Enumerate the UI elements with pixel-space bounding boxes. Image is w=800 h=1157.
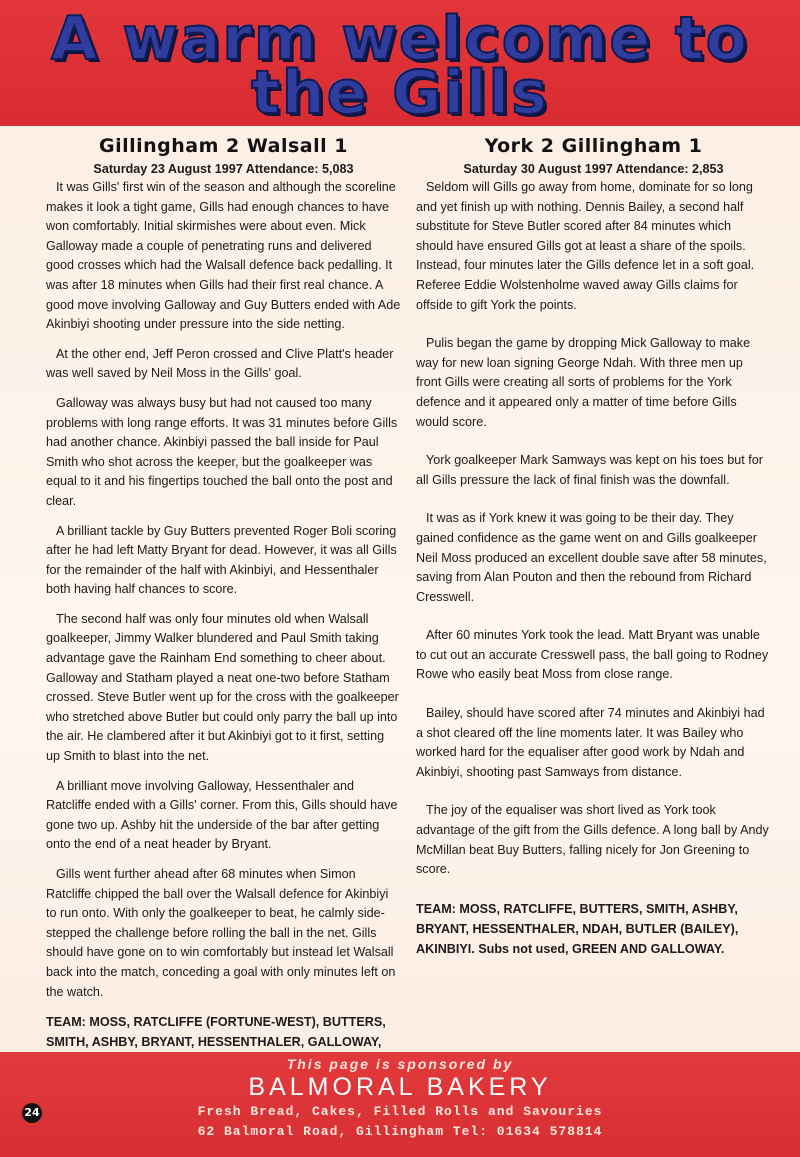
sponsor-address: 62 Balmoral Road, Gillingham Tel: 01634 578814 — [197, 1124, 603, 1139]
sponsor-description: Fresh Bread, Cakes, Filled Rolls and Savouries — [197, 1104, 603, 1119]
sponsor-name: BALMORAL BAKERY — [248, 1073, 552, 1101]
report-paragraph: The second half was only four minutes old when Walsall goalkeeper, Jimmy Walker blundered and Paul Smith taking advantage gave the Rainham End something to cheer about. Galloway and Statham played a neat one-two before Statham crossed. Steve Butler went up for the cross with the goalkeeper who stretched above Butler but could only parry the ball up into the air. He clambered after it but Akinbiyi got to it first, setting up Smith to blast into the net. — [46, 611, 399, 764]
match-title: York 2 Gillingham 1 — [484, 135, 703, 157]
report-paragraph: It was as if York knew it was going to be their day. They gained confidence as the game went on and Gills goalkeeper Neil Moss produced an excellent double save after 58 minutes, saving from Alan Pouton and then the rebound from Richard Cresswell. — [416, 511, 767, 604]
report-paragraph: The joy of the equaliser was short lived as York took advantage of the gift from the Gills defence. A long ball by Andy McMillan beat Buy Butters, falling nicely for Jon Greening to score. — [416, 803, 769, 877]
match-report-right — [416, 134, 771, 1044]
report-paragraph: Galloway was always busy but had not caused too many problems with long range efforts. It was 31 minutes before Gills had another chance. Akinbiyi passed the ball inside for Paul Smith who shot across the keeper, but the goalkeeper was equal to it and his fingertips touched the ball onto the post and clear. — [46, 395, 398, 508]
page-number: 24 — [22, 1103, 42, 1123]
sponsor-footer — [0, 1052, 800, 1157]
team-lineup: TEAM: MOSS, RATCLIFFE, BUTTERS, SMITH, ASHBY, BRYANT, HESSENTHALER, NDAH, BUTLER (BAILEY), AKINBIYI. Subs not used, GREEN AND GALLOWAY. — [416, 901, 739, 956]
sponsor-intro: This page is sponsored by — [286, 1056, 514, 1072]
report-paragraph: Pulis began the game by dropping Mick Galloway to make way for new loan signing George Ndah. With three men up front Gills were creating all sorts of problems for the York defence and it appeared only a matter of time before Gills would score. — [416, 336, 751, 429]
report-paragraph: Bailey, should have scored after 74 minutes and Akinbiyi had a shot cleared off the line moments later. It was Bailey who worked hard for the equaliser after good work by Ndah and Akinbiyi, shooting past Samways from distance. — [416, 706, 765, 779]
report-paragraph: A brilliant move involving Galloway, Hessenthaler and Ratcliffe ended with a Gills' corner. From this, Gills should have gone two up. Ashby hit the underside of the bar after getting onto the end of a neat header by Bryant. — [46, 778, 398, 852]
report-paragraph: After 60 minutes York took the lead. Matt Bryant was unable to cut out an accurate Cresswell pass, the ball going to Rodney Rowe who easily beat Moss from close range. — [416, 628, 769, 682]
match-subtitle: Saturday 23 August 1997 Attendance: 5,083 — [93, 162, 354, 176]
report-paragraph: At the other end, Jeff Peron crossed and Clive Platt's header was well saved by Neil Moss in the Gills' goal. — [46, 346, 394, 381]
page-header — [0, 0, 800, 126]
report-paragraph: It was Gills' first win of the season and although the scoreline makes it look a tight game, Gills had enough chances to have won comfortably. Initial skirmishes were about even. Mick Galloway made a couple of penetrating runs and delivered good crosses which had the Walsall defence back pedalling. It was after 18 minutes when Gills had their first real chance. A good move involving Galloway and Guy Butters ended with Ade Akinbiyi shooting under pressure into the side netting. — [46, 180, 401, 332]
report-paragraph: York goalkeeper Mark Samways was kept on his toes but for all Gills pressure the lack of final finish was the downfall. — [416, 453, 763, 487]
page-title-line1: A warm welcome to — [51, 4, 749, 74]
report-paragraph: A brilliant tackle by Guy Butters prevented Roger Boli scoring after he had left Matty Bryant for dead. However, it was all Gills for the remainder of the half with Akinbiyi, and Hessenthaler both having half chances to score. — [46, 523, 397, 597]
report-paragraph: Gills went further ahead after 68 minutes when Simon Ratcliffe chipped the ball over the Walsall defence for Akinbiyi to run onto. With only the goalkeeper to beat, he calmly side-stepped the challenge before rolling the ball in the net. Gills should have gone on to win comfortably but instead let Walsall back into the match, conceding a goal with only minutes left on the watch. — [46, 867, 396, 999]
match-subtitle: Saturday 30 August 1997 Attendance: 2,853 — [463, 162, 724, 176]
page-title-line2: the Gills — [251, 58, 549, 126]
match-report-left — [46, 134, 401, 1050]
team-lineup: TEAM: MOSS, RATCLIFFE (FORTUNE-WEST), BUTTERS, SMITH, ASHBY, BRYANT, HESSENTHALER, GALLOWAY, — [46, 1015, 386, 1050]
report-paragraph: Seldom will Gills go away from home, dominate for so long and yet finish up with nothing. Dennis Bailey, a second half substitute for Steve Butler scored after 84 minutes which should have ensured Gills got at least a share of the spoils. Instead, four minutes later the Gills defence let in a soft goal. Referee Eddie Wolstenholme waved away Gills claims for offside to gift York the points. — [416, 180, 755, 312]
match-title: Gillingham 2 Walsall 1 — [99, 135, 348, 157]
